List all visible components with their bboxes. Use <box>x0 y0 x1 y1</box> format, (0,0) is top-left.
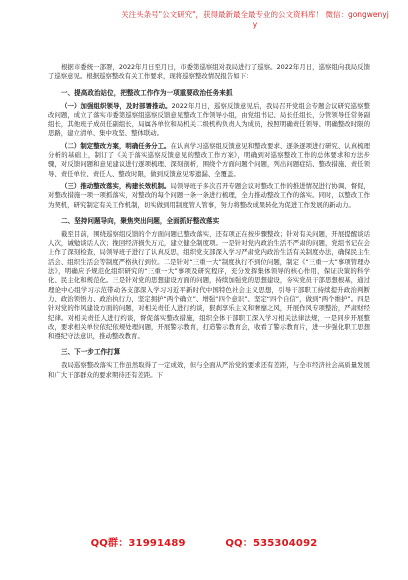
s1-subheading-3: （三）推动整改落实，构建长效机制。 <box>61 181 171 190</box>
s1-paragraph-2-text: 在认真学习巡察组反馈意见和整改要求、逐条逐项进行研究、认真梳理分析的基础上，制订了《关于落实巡察反馈意见的整改工作方案》，明确到对巡察整改工作的总体要求和方法步骤，对反馈问题和意见建议进行逐项梳理、深刻剖析，围绕个方面问题个问题，列出问题症结、整改措施、责任领导、责任单位、责任人、整改时限，做到反馈意见零遗漏、全覆盖。 <box>48 141 371 178</box>
s1-paragraph-3 <box>48 182 370 210</box>
qq-label: QQ：535304092 <box>225 538 318 549</box>
s1-paragraph-1-text: 2022年月日，巡察反馈意见后，我局召开党组会专题会议研究巡察整改问题，成立了落实市委第巡察组巡察反馈意见整改工作领导小组，由党组书记、局长任组长，分管领导任常务副组长，其他班子成员任副组长，局属各单位和局机关二级机构负责人为成员，按照明确责任领导、明确整改时限的思路，建立清单、集中攻坚、整体联动。 <box>48 101 371 138</box>
banner-line-2: y <box>252 20 258 29</box>
s1-paragraph-3-text: 局领导班子多次召开专题会议对整改工作的推进情况进行协调、督促，对整改措施一项一项抓落实，对整改的每个问题一条一条进行梳理，全力推动整改工作的落实。同时，以整改工作为契机，研究制定有关工作机制，切实做到用制度管人管事，努力将整改成果转化为促进工作发展的新动力。 <box>48 181 371 209</box>
s1-paragraph-2 <box>48 142 370 179</box>
section-2-heading: 二、坚持问题导向，聚焦突出问题，全面抓好整改落实 <box>61 216 220 225</box>
contact-footer <box>0 534 408 549</box>
s1-subheading-2: （二）制定整改方案，明确任务分工。 <box>61 141 171 150</box>
s3-paragraph-1: 我局巡察整改落实工作虽然取得了一定成效，但与全面从严治党的要求还有差距，与全市经济社会高质量发展和广大干部群众的要求期待还有差距。下 <box>48 361 370 379</box>
qq-group-label: QQ群：31991489 <box>90 538 186 549</box>
header-banner <box>112 10 398 30</box>
banner-line-1: 关注头条号"公文研究"，获得最新最全最专业的公文资料库！ 微信：gongwenyj <box>121 10 389 19</box>
s1-paragraph-1 <box>48 102 370 139</box>
section-3-heading: 三、下一步工作打算 <box>61 348 121 357</box>
document-body <box>48 63 370 383</box>
section-1-heading: 一、提高政治站位，把整改工作作为一项重要政治任务来抓 <box>61 88 233 97</box>
intro-paragraph: 根据市委统一部署，2022年月日至月日，市委第巡察组对我局进行了巡察。2022年月日，巡察组向我局反馈了巡察意见。根据巡察整改有关工作要求，现将巡察整改情况报告如下： <box>48 63 370 81</box>
s2-paragraph-1: 截至目前，围绕巡察组反馈的个方面问题已整改落实，还有项正在按步骤整改；针对有关问题，开展提醒谈话人次，诫勉谈话人次；挽回经济损失万元，建立健全制度项。一是针对党内政治生活不严肃的问题，党组书记在会上作了深刻检查，局领导班子进行了认真反思，组织党支部深入学习严肃党内政治生活有关制度办法，确保民主生活会、组织生活会等制度严格执行到位。二是针对“三重一大”制度执行不到位问题，制定《“三重一大”事项管理办法》，明确应予规范化组织研究的“三重一大”事项及研究程序，充分发挥集体领导的核心作用，保证决策的科学化、民主化和规范化。三是针对党的思想建设方面的问题，持续加强党的思想建设，夯实党员干部思想根基，通过理论中心组学习示范带动各支部深入学习习近平新时代中国特色社会主义思想，引导干部职工持续提升政治判断力、政治领悟力、政治执行力，坚定拥护“两个确立”、增强“四个意识”、坚定“四个自信”，做到“两个维护”。四是针对党的作风建设方面的问题，对相关责任人进行约谈，狠刹享乐主义和奢靡之风，开展作风专项整治，严肃财经纪律。对相关责任人进行约谈，督促落实整改措施，组织全体干部职工深入学习相关法律法规，一是同步开展整改，要求相关单位依纪依规处理问题，开展警示教育，打造警示教育会，收看了警示教育片，进一步强化职工思想和遵纪守法意识，推动整改教育。 <box>48 229 370 341</box>
s1-subheading-1: （一）加强组织领导，及时部署推动。 <box>61 101 172 110</box>
